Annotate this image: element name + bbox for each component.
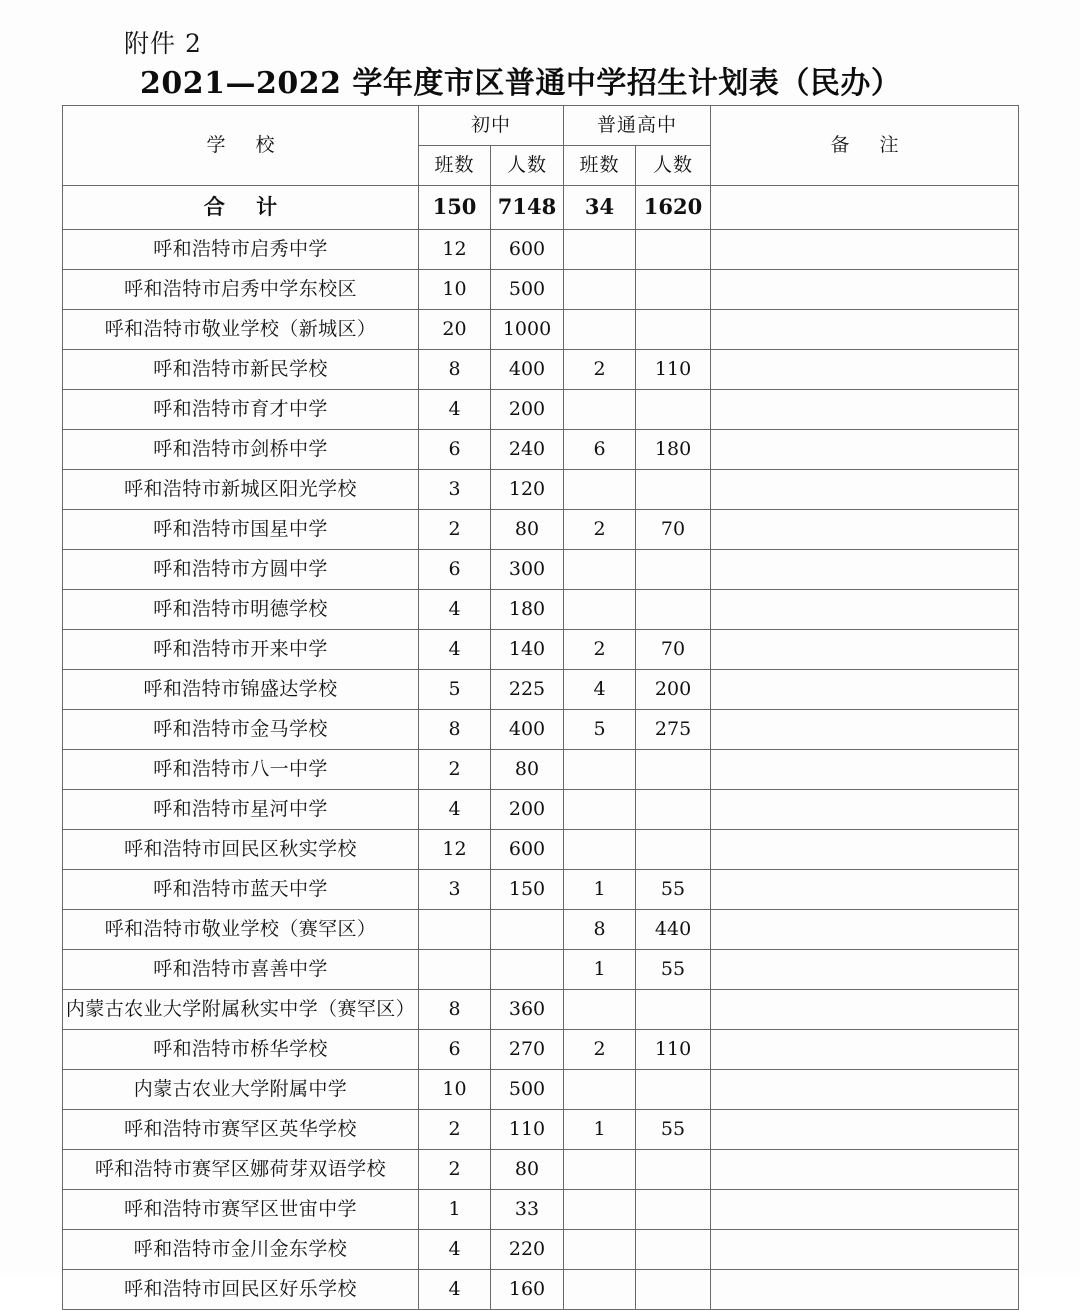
jh-classes-cell: 6: [419, 550, 491, 590]
jh-students-cell: 110: [491, 1110, 564, 1150]
sh-students-cell: [636, 1150, 711, 1190]
table-row: [63, 510, 1019, 550]
jh-classes-cell: 6: [419, 430, 491, 470]
jh-students-cell: 180: [491, 590, 564, 630]
enrollment-plan-table: [62, 105, 1019, 1310]
sh-classes-cell: [564, 750, 636, 790]
sh-students-cell: [636, 790, 711, 830]
school-name-cell: 呼和浩特市桥华学校: [63, 1030, 419, 1070]
jh-students-cell: 140: [491, 630, 564, 670]
remark-cell: [711, 1230, 1019, 1270]
total-jh-classes: 150: [419, 186, 491, 230]
table-row: [63, 1190, 1019, 1230]
sh-students-cell: 180: [636, 430, 711, 470]
table-row: [63, 1110, 1019, 1150]
school-name-cell: 呼和浩特市赛罕区英华学校: [63, 1110, 419, 1150]
remark-cell: [711, 750, 1019, 790]
remark-cell: [711, 830, 1019, 870]
school-name-cell: 呼和浩特市育才中学: [63, 390, 419, 430]
jh-students-cell: 225: [491, 670, 564, 710]
sh-students-cell: [636, 830, 711, 870]
sh-students-cell: 275: [636, 710, 711, 750]
jh-students-cell: 270: [491, 1030, 564, 1070]
table-row: [63, 670, 1019, 710]
sh-students-cell: [636, 310, 711, 350]
sh-students-cell: [636, 230, 711, 270]
jh-classes-cell: 1: [419, 1190, 491, 1230]
remark-cell: [711, 870, 1019, 910]
school-name-cell: 呼和浩特市金川金东学校: [63, 1230, 419, 1270]
school-name-cell: 呼和浩特市喜善中学: [63, 950, 419, 990]
remark-cell: [711, 550, 1019, 590]
column-header-school: 学 校: [63, 106, 419, 186]
remark-cell: [711, 710, 1019, 750]
sh-classes-cell: 1: [564, 1110, 636, 1150]
sh-classes-cell: [564, 310, 636, 350]
school-name-cell: 呼和浩特市回民区秋实学校: [63, 830, 419, 870]
sh-students-cell: [636, 1190, 711, 1230]
jh-students-cell: 600: [491, 830, 564, 870]
jh-students-cell: 33: [491, 1190, 564, 1230]
sh-students-cell: [636, 1230, 711, 1270]
column-header-sh-students: 人数: [636, 146, 711, 186]
table-row: [63, 470, 1019, 510]
remark-cell: [711, 990, 1019, 1030]
sh-classes-cell: [564, 830, 636, 870]
sh-students-cell: [636, 470, 711, 510]
jh-students-cell: 360: [491, 990, 564, 1030]
sh-students-cell: 70: [636, 630, 711, 670]
sh-students-cell: [636, 1070, 711, 1110]
table-row: [63, 710, 1019, 750]
table-header: [63, 106, 1019, 186]
table-row: [63, 590, 1019, 630]
jh-students-cell: 150: [491, 870, 564, 910]
table-row: [63, 270, 1019, 310]
remark-cell: [711, 230, 1019, 270]
remark-cell: [711, 790, 1019, 830]
sh-classes-cell: [564, 470, 636, 510]
table-row-total: [63, 186, 1019, 230]
remark-cell: [711, 1190, 1019, 1230]
school-name-cell: 呼和浩特市赛罕区世宙中学: [63, 1190, 419, 1230]
jh-students-cell: 400: [491, 350, 564, 390]
remark-cell: [711, 1150, 1019, 1190]
jh-classes-cell: [419, 910, 491, 950]
jh-students-cell: 80: [491, 1150, 564, 1190]
remark-cell: [711, 270, 1019, 310]
column-header-jh-students: 人数: [491, 146, 564, 186]
sh-students-cell: [636, 270, 711, 310]
sh-classes-cell: 6: [564, 430, 636, 470]
sh-students-cell: 200: [636, 670, 711, 710]
jh-classes-cell: 10: [419, 270, 491, 310]
sh-classes-cell: 2: [564, 1030, 636, 1070]
column-header-sh-classes: 班数: [564, 146, 636, 186]
sh-classes-cell: 2: [564, 630, 636, 670]
sh-classes-cell: 2: [564, 510, 636, 550]
remark-cell: [711, 310, 1019, 350]
sh-classes-cell: [564, 230, 636, 270]
table-row: [63, 550, 1019, 590]
sh-students-cell: 110: [636, 350, 711, 390]
sh-classes-cell: [564, 390, 636, 430]
sh-classes-cell: 4: [564, 670, 636, 710]
sh-classes-cell: [564, 1190, 636, 1230]
jh-classes-cell: 2: [419, 1110, 491, 1150]
remark-cell: [711, 350, 1019, 390]
total-remark: [711, 186, 1019, 230]
school-name-cell: 呼和浩特市敬业学校（赛罕区）: [63, 910, 419, 950]
table-row: [63, 830, 1019, 870]
sh-classes-cell: 1: [564, 950, 636, 990]
jh-students-cell: 500: [491, 1070, 564, 1110]
jh-students-cell: 1000: [491, 310, 564, 350]
column-header-remark: 备 注: [711, 106, 1019, 186]
school-name-cell: 呼和浩特市星河中学: [63, 790, 419, 830]
jh-students-cell: 400: [491, 710, 564, 750]
jh-students-cell: 200: [491, 390, 564, 430]
jh-classes-cell: 4: [419, 630, 491, 670]
column-header-senior-high: 普通高中: [564, 106, 711, 146]
table-row: [63, 350, 1019, 390]
school-name-cell: 呼和浩特市敬业学校（新城区）: [63, 310, 419, 350]
school-name-cell: 呼和浩特市赛罕区娜荷芽双语学校: [63, 1150, 419, 1190]
table-row: [63, 750, 1019, 790]
sh-students-cell: 55: [636, 950, 711, 990]
school-name-cell: 呼和浩特市八一中学: [63, 750, 419, 790]
table-row: [63, 910, 1019, 950]
school-name-cell: 呼和浩特市回民区好乐学校: [63, 1270, 419, 1310]
jh-classes-cell: 4: [419, 590, 491, 630]
sh-classes-cell: [564, 790, 636, 830]
jh-students-cell: 80: [491, 750, 564, 790]
remark-cell: [711, 1110, 1019, 1150]
sh-classes-cell: [564, 1150, 636, 1190]
remark-cell: [711, 950, 1019, 990]
sh-students-cell: [636, 390, 711, 430]
jh-classes-cell: 4: [419, 790, 491, 830]
total-sh-students: 1620: [636, 186, 711, 230]
table-row: [63, 870, 1019, 910]
table-row: [63, 390, 1019, 430]
jh-students-cell: 240: [491, 430, 564, 470]
school-name-cell: 内蒙古农业大学附属中学: [63, 1070, 419, 1110]
school-name-cell: 呼和浩特市蓝天中学: [63, 870, 419, 910]
school-name-cell: 呼和浩特市国星中学: [63, 510, 419, 550]
jh-classes-cell: 12: [419, 830, 491, 870]
sh-classes-cell: 1: [564, 870, 636, 910]
table-row: [63, 950, 1019, 990]
jh-classes-cell: 4: [419, 1270, 491, 1310]
jh-students-cell: 80: [491, 510, 564, 550]
remark-cell: [711, 670, 1019, 710]
table-row: [63, 990, 1019, 1030]
sh-classes-cell: 8: [564, 910, 636, 950]
sh-students-cell: 55: [636, 1110, 711, 1150]
remark-cell: [711, 630, 1019, 670]
school-name-cell: 呼和浩特市方圆中学: [63, 550, 419, 590]
table-row: [63, 310, 1019, 350]
jh-classes-cell: 6: [419, 1030, 491, 1070]
sh-classes-cell: [564, 1070, 636, 1110]
table-header-row-1: [63, 106, 1019, 146]
school-name-cell: 呼和浩特市锦盛达学校: [63, 670, 419, 710]
sh-classes-cell: [564, 550, 636, 590]
sh-students-cell: [636, 550, 711, 590]
jh-classes-cell: 8: [419, 990, 491, 1030]
jh-classes-cell: 2: [419, 1150, 491, 1190]
sh-students-cell: 110: [636, 1030, 711, 1070]
school-name-cell: 呼和浩特市启秀中学东校区: [63, 270, 419, 310]
jh-students-cell: 200: [491, 790, 564, 830]
school-name-cell: 呼和浩特市新城区阳光学校: [63, 470, 419, 510]
jh-classes-cell: 3: [419, 470, 491, 510]
remark-cell: [711, 1070, 1019, 1110]
jh-classes-cell: 2: [419, 510, 491, 550]
jh-students-cell: 300: [491, 550, 564, 590]
jh-students-cell: [491, 950, 564, 990]
total-sh-classes: 34: [564, 186, 636, 230]
remark-cell: [711, 910, 1019, 950]
column-header-junior-high: 初中: [419, 106, 564, 146]
table-row: [63, 1030, 1019, 1070]
remark-cell: [711, 1030, 1019, 1070]
jh-classes-cell: 8: [419, 350, 491, 390]
jh-classes-cell: 3: [419, 870, 491, 910]
jh-classes-cell: 10: [419, 1070, 491, 1110]
jh-classes-cell: 5: [419, 670, 491, 710]
sh-students-cell: 55: [636, 870, 711, 910]
jh-classes-cell: 4: [419, 1230, 491, 1270]
remark-cell: [711, 430, 1019, 470]
sh-students-cell: [636, 590, 711, 630]
sh-classes-cell: 2: [564, 350, 636, 390]
total-jh-students: 7148: [491, 186, 564, 230]
sh-classes-cell: [564, 590, 636, 630]
jh-classes-cell: 12: [419, 230, 491, 270]
jh-classes-cell: [419, 950, 491, 990]
jh-students-cell: [491, 910, 564, 950]
sh-classes-cell: [564, 990, 636, 1030]
school-name-cell: 呼和浩特市明德学校: [63, 590, 419, 630]
page-title: 2021—2022 学年度市区普通中学招生计划表（民办）: [140, 66, 902, 101]
table-body: [63, 186, 1019, 1310]
school-name-cell: 呼和浩特市剑桥中学: [63, 430, 419, 470]
remark-cell: [711, 390, 1019, 430]
sh-students-cell: 440: [636, 910, 711, 950]
table-row: [63, 430, 1019, 470]
school-name-cell: 呼和浩特市开来中学: [63, 630, 419, 670]
table-row: [63, 790, 1019, 830]
table-row: [63, 630, 1019, 670]
remark-cell: [711, 510, 1019, 550]
table-row: [63, 1230, 1019, 1270]
jh-classes-cell: 20: [419, 310, 491, 350]
sh-classes-cell: [564, 270, 636, 310]
jh-classes-cell: 8: [419, 710, 491, 750]
sh-classes-cell: 5: [564, 710, 636, 750]
table-row: [63, 1070, 1019, 1110]
sh-students-cell: [636, 990, 711, 1030]
column-header-jh-classes: 班数: [419, 146, 491, 186]
sh-students-cell: [636, 750, 711, 790]
sh-classes-cell: [564, 1230, 636, 1270]
jh-classes-cell: 2: [419, 750, 491, 790]
jh-students-cell: 500: [491, 270, 564, 310]
attachment-label: 附件 2: [124, 29, 202, 58]
jh-students-cell: 600: [491, 230, 564, 270]
total-label: 合 计: [63, 186, 419, 230]
remark-cell: [711, 590, 1019, 630]
school-name-cell: 呼和浩特市金马学校: [63, 710, 419, 750]
jh-classes-cell: 4: [419, 390, 491, 430]
table-row: [63, 230, 1019, 270]
jh-students-cell: 220: [491, 1230, 564, 1270]
jh-students-cell: 120: [491, 470, 564, 510]
school-name-cell: 呼和浩特市新民学校: [63, 350, 419, 390]
school-name-cell: 内蒙古农业大学附属秋实中学（赛罕区）: [63, 990, 419, 1030]
school-name-cell: 呼和浩特市启秀中学: [63, 230, 419, 270]
jh-students-cell: 160: [491, 1270, 564, 1310]
table-row: [63, 1150, 1019, 1190]
sh-students-cell: 70: [636, 510, 711, 550]
remark-cell: [711, 470, 1019, 510]
